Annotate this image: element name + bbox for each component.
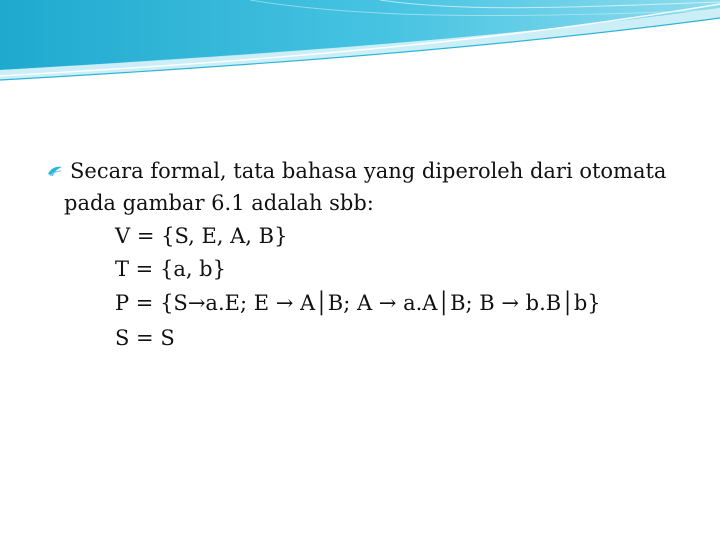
bullet-text-line-1: Secara formal, tata bahasa yang diperoleh dari otomata: [70, 159, 667, 183]
grammar-start-symbol: S = S: [115, 326, 175, 350]
grammar-terminals: T = {a, b}: [115, 257, 226, 281]
grammar-variables: V = {S, E, A, B}: [115, 224, 288, 248]
bullet-text-line-2: pada gambar 6.1 adalah sbb:: [64, 191, 374, 215]
grammar-productions: P = {S→a.E; E → A│B; A → a.A│B; B → b.B│b}: [115, 291, 601, 315]
bullet-swoosh-icon: [46, 162, 64, 180]
